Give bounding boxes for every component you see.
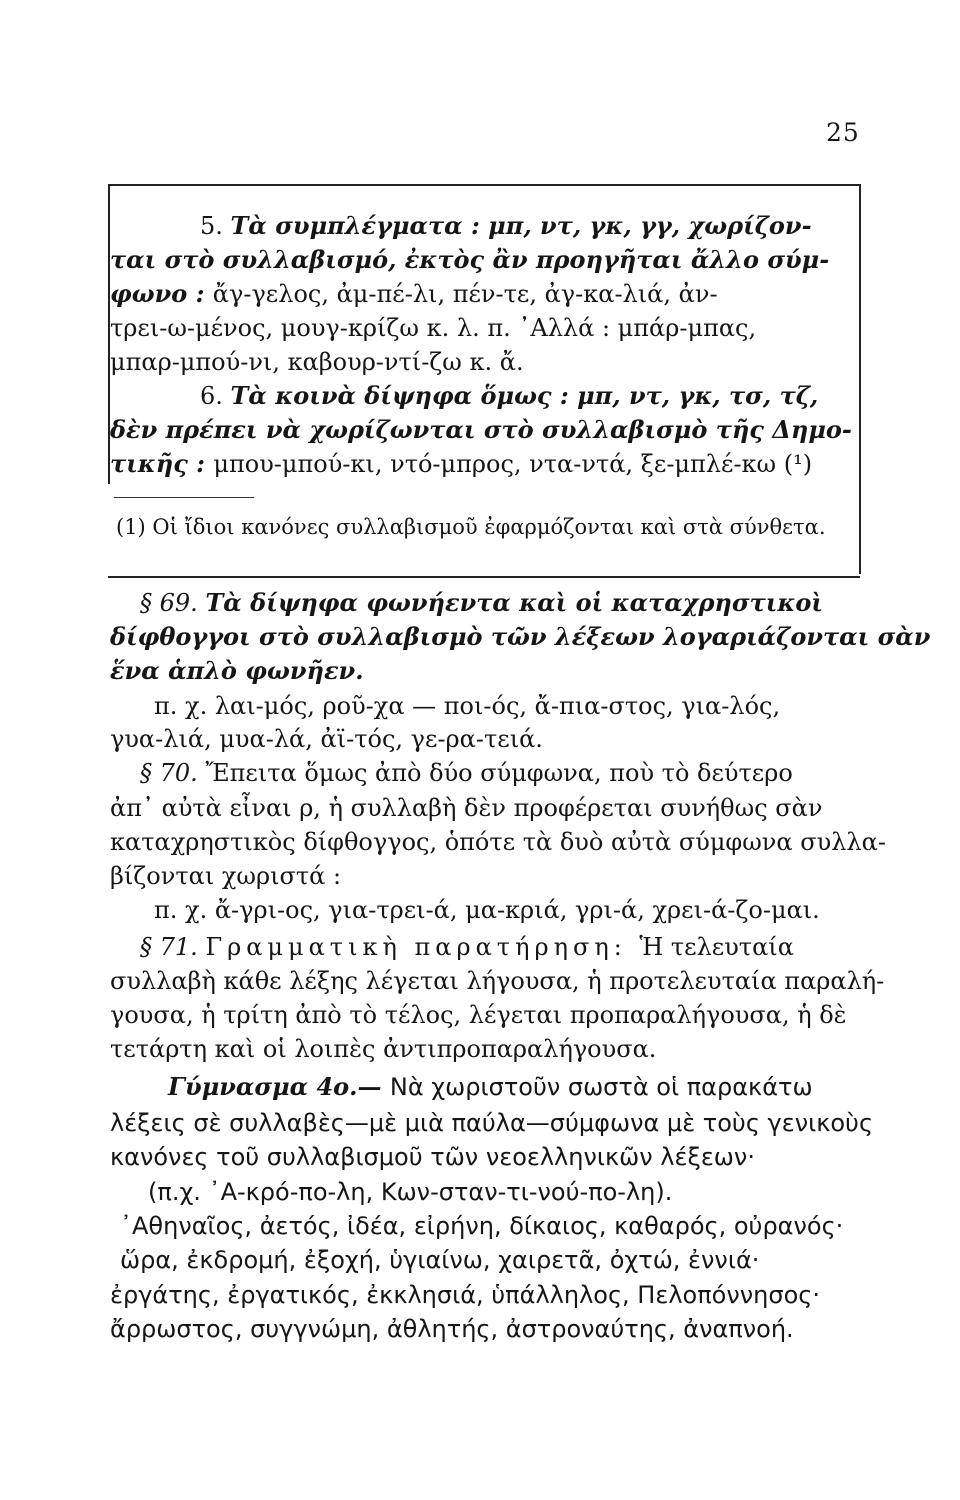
section-70-line-4: βίζονται χωριστά : [110, 862, 342, 890]
rule-6-line-1: 6. Τὰ κοινὰ δίψηφα ὅμως : μπ, ντ, γκ, τσ, τζ, [200, 381, 819, 410]
section-70-line-3: καταχρηστικὸς δίφθογγος, ὁπότε τὰ δυὸ αὐτὰ σύμφωνα συλλα- [110, 828, 886, 856]
exercise-words-line-3: ἐργάτης, ἐργατικός, ἐκκλησιά, ὑπάλληλος, Πελοπόννησος· [110, 1281, 820, 1309]
exercise-words-line-4: ἄρρωστος, συγγνώμη, ἀθλητής, ἀστροναύτης, ἀναπνοή. [110, 1315, 794, 1343]
footnote-rule [114, 497, 254, 498]
rule-5-line-3: φωνο : ἄγ-γελος, ἀμ-πέ-λι, πέν-τε, ἀγ-κα-λιά, ἀν- [110, 279, 718, 308]
exercise-words-line-1: ᾿Αθηναῖος, ἀετός, ἰδέα, εἰρήνη, δίκαιος, καθαρός, οὐρανός· [120, 1212, 844, 1240]
section-69-examples-line-2: γυα-λιά, μυα-λά, ἀϊ-τός, γε-ρα-τειά. [110, 725, 543, 753]
section-69-line-3: ἕνα ἁπλὸ φωνῆεν. [110, 656, 364, 685]
section-70-example: π. χ. ἄ-γρι-ος, για-τρει-ά, μα-κριά, γρι-ά, χρει-ά-ζο-μαι. [154, 896, 820, 924]
page-number: 25 [826, 118, 860, 147]
section-71-line-2: συλλαβὴ κάθε λέξης λέγεται λήγουσα, ἡ προτελευταία παραλή- [110, 967, 885, 995]
exercise-words-line-2: ὥρα, ἐκδρομή, ἐξοχή, ὑγιαίνω, χαιρετᾶ, ὀχτώ, ἐννιά· [120, 1246, 760, 1274]
box-right-rule [859, 184, 861, 574]
exercise-line-3: κανόνες τοῦ συλλαβισμοῦ τῶν νεοελληνικῶν λέξεων· [110, 1143, 755, 1171]
rule-6-line-2: δὲν πρέπει νὰ χωρίζωνται στὸ συλλαβισμὸ τῆς Δημο- [110, 415, 852, 444]
section-71-heading: § 71. Γραμματικὴ παρατήρηση: Ἡ τελευταία [140, 933, 794, 961]
section-71-line-3: γουσα, ἡ τρίτη ἀπὸ τὸ τέλος, λέγεται προπαραλήγουσα, ἡ δὲ [110, 1001, 847, 1029]
section-69-heading: § 69. Τὰ δίψηφα φωνήεντα καὶ οἱ καταχρηστικοὶ [140, 588, 823, 617]
exercise-line-2: λέξεις σὲ συλλαβὲς—μὲ μιὰ παύλα—σύμφωνα μὲ τοὺς γενικοὺς [110, 1109, 874, 1137]
footnote: (1) Οἱ ἴδιοι κανόνες συλλαβισμοῦ ἐφαρμόζονται καὶ στὰ σύνθετα. [116, 515, 826, 539]
exercise-example: (π.χ. ᾿Α-κρό-πο-λη, Κων-σταν-τι-νού-πο-λη). [148, 1178, 673, 1206]
section-71-line-4: τετάρτη καὶ οἱ λοιπὲς ἀντιπροπαραλήγουσα. [110, 1035, 657, 1063]
exercise-heading: Γύμνασμα 4ο.— Νὰ χωριστοῦν σωστὰ οἱ παρακάτω [168, 1072, 813, 1101]
section-69-examples-line-1: π. χ. λαι-μός, ροῦ-χα — ποι-ός, ἄ-πια-στος, για-λός, [154, 692, 781, 720]
rule-5-line-4: τρει-ω-μένος, μουγ-κρίζω κ. λ. π. ᾿Αλλά : μπάρ-μπας, [110, 314, 757, 342]
rule-6-line-3: τικῆς : μπου-μπού-κι, ντό-μπρος, ντα-ντά, ξε-μπλέ-κω (¹) [110, 449, 813, 478]
rule-5-line-1: 5. Τὰ συμπλέγματα : μπ, ντ, γκ, γγ, χωρίζον- [200, 211, 812, 240]
section-69-line-2: δίφθογγοι στὸ συλλαβισμὸ τῶν λέξεων λογαριάζονται σὰν [110, 622, 931, 651]
rule-5-line-5: μπαρ-μπού-νι, καβουρ-ντί-ζω κ. ἄ. [110, 348, 524, 376]
section-70-heading: § 70. Ἔπειτα ὅμως ἀπὸ δύο σύμφωνα, ποὺ τὸ δεύτερο [140, 759, 793, 787]
rule-5-line-2: ται στὸ συλλαβισμό, ἐκτὸς ἂν προηγῆται ἄλλο σύμ- [110, 245, 830, 274]
section-70-line-2: ἀπ᾿ αὐτὰ εἶναι ρ, ἡ συλλαβὴ δὲν προφέρεται συνήθως σὰν [110, 794, 823, 822]
